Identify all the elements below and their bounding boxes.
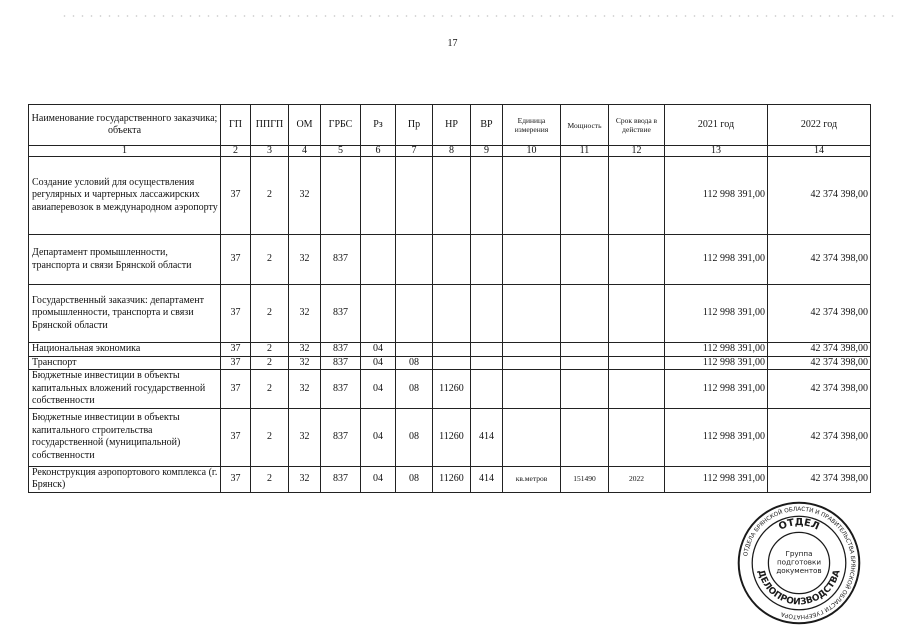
cell-gp: 37 <box>221 408 251 466</box>
cell-ppgp: 2 <box>251 356 289 370</box>
cell-pr <box>396 235 433 285</box>
cell-nr <box>433 157 471 235</box>
cell-pr <box>396 285 433 343</box>
cell-pr: 08 <box>396 466 433 492</box>
header-om: ОМ <box>289 105 321 146</box>
cell-vr: 414 <box>471 408 503 466</box>
cell-om: 32 <box>289 408 321 466</box>
page-number: 17 <box>447 38 458 49</box>
column-number: 3 <box>251 146 289 157</box>
header-term: Срок ввода в действие <box>609 105 665 146</box>
cell-grbs: 837 <box>321 235 361 285</box>
cell-term <box>609 235 665 285</box>
scan-artifact-dots <box>60 14 900 18</box>
table-row <box>29 356 871 370</box>
cell-y2022: 42 374 398,00 <box>768 370 871 409</box>
cell-nr: 11260 <box>433 370 471 409</box>
cell-unit <box>503 157 561 235</box>
cell-grbs: 837 <box>321 408 361 466</box>
cell-power <box>561 343 609 357</box>
stamp-outer-text: ОТДЕЛА БРЯНСКОЙ ОБЛАСТИ И ПРАВИТЕЛЬСТВА БРЯНСКОЙ ОБЛАСТИ ГУБЕРНАТОРА <box>743 506 856 620</box>
row-name-cell: Бюджетные инвестиции в объекты капитальных вложений государственной собственности <box>29 370 221 409</box>
cell-y2022: 42 374 398,00 <box>768 235 871 285</box>
cell-power <box>561 285 609 343</box>
cell-pr: 08 <box>396 370 433 409</box>
cell-ppgp: 2 <box>251 343 289 357</box>
cell-power <box>561 157 609 235</box>
cell-term <box>609 370 665 409</box>
cell-y2021: 112 998 391,00 <box>665 370 768 409</box>
column-number: 5 <box>321 146 361 157</box>
cell-y2022: 42 374 398,00 <box>768 466 871 492</box>
cell-vr <box>471 343 503 357</box>
cell-y2022: 42 374 398,00 <box>768 408 871 466</box>
cell-rz: 04 <box>361 466 396 492</box>
cell-y2022: 42 374 398,00 <box>768 157 871 235</box>
cell-term <box>609 408 665 466</box>
cell-y2022: 42 374 398,00 <box>768 285 871 343</box>
cell-grbs: 837 <box>321 356 361 370</box>
cell-vr <box>471 235 503 285</box>
cell-grbs: 837 <box>321 370 361 409</box>
cell-nr <box>433 235 471 285</box>
cell-nr: 11260 <box>433 466 471 492</box>
cell-grbs: 837 <box>321 343 361 357</box>
table-row <box>29 235 871 285</box>
cell-vr <box>471 356 503 370</box>
cell-om: 32 <box>289 157 321 235</box>
column-number: 10 <box>503 146 561 157</box>
header-unit: Единица измерения <box>503 105 561 146</box>
stamp-ring-top: ОТДЕЛ <box>777 517 821 533</box>
cell-power <box>561 370 609 409</box>
cell-term <box>609 157 665 235</box>
cell-nr <box>433 356 471 370</box>
cell-ppgp: 2 <box>251 466 289 492</box>
table-row <box>29 370 871 409</box>
cell-term <box>609 356 665 370</box>
cell-y2021: 112 998 391,00 <box>665 235 768 285</box>
cell-unit <box>503 343 561 357</box>
row-name-cell: Создание условий для осуществления регулярных и чартерных лассажирских авиаперевозок в международном аэропорту <box>29 157 221 235</box>
cell-ppgp: 2 <box>251 157 289 235</box>
cell-y2021: 112 998 391,00 <box>665 356 768 370</box>
cell-pr <box>396 343 433 357</box>
cell-y2021: 112 998 391,00 <box>665 285 768 343</box>
cell-om: 32 <box>289 343 321 357</box>
cell-power <box>561 408 609 466</box>
cell-nr <box>433 285 471 343</box>
cell-rz: 04 <box>361 343 396 357</box>
cell-vr: 414 <box>471 466 503 492</box>
cell-grbs: 837 <box>321 285 361 343</box>
cell-y2021: 112 998 391,00 <box>665 408 768 466</box>
cell-grbs <box>321 157 361 235</box>
table-row <box>29 285 871 343</box>
cell-om: 32 <box>289 370 321 409</box>
column-number: 1 <box>29 146 221 157</box>
cell-gp: 37 <box>221 235 251 285</box>
header-gp: ГП <box>221 105 251 146</box>
row-name-cell: Реконструкция аэропортового комплекса (г. Брянск) <box>29 466 221 492</box>
header-ppgp: ППГП <box>251 105 289 146</box>
cell-pr <box>396 157 433 235</box>
cell-gp: 37 <box>221 356 251 370</box>
table-body <box>29 157 871 493</box>
column-number: 13 <box>665 146 768 157</box>
column-number: 12 <box>609 146 665 157</box>
row-name-cell: Государственный заказчик: департамент промышленности, транспорта и связи Брянской области <box>29 285 221 343</box>
cell-unit <box>503 408 561 466</box>
cell-ppgp: 2 <box>251 285 289 343</box>
column-number: 2 <box>221 146 251 157</box>
column-number: 4 <box>289 146 321 157</box>
cell-rz <box>361 235 396 285</box>
table-row <box>29 157 871 235</box>
cell-y2021: 112 998 391,00 <box>665 466 768 492</box>
column-number: 6 <box>361 146 396 157</box>
table-row <box>29 466 871 492</box>
cell-rz: 04 <box>361 370 396 409</box>
cell-rz <box>361 285 396 343</box>
cell-unit <box>503 285 561 343</box>
header-2021: 2021 год <box>665 105 768 146</box>
cell-term: 2022 <box>609 466 665 492</box>
cell-pr: 08 <box>396 408 433 466</box>
cell-unit: кв.метров <box>503 466 561 492</box>
office-stamp <box>736 500 862 626</box>
column-number: 7 <box>396 146 433 157</box>
cell-ppgp: 2 <box>251 235 289 285</box>
column-number: 8 <box>433 146 471 157</box>
cell-power <box>561 235 609 285</box>
cell-term <box>609 343 665 357</box>
cell-ppgp: 2 <box>251 370 289 409</box>
header-nr: НР <box>433 105 471 146</box>
cell-y2022: 42 374 398,00 <box>768 343 871 357</box>
cell-vr <box>471 370 503 409</box>
cell-pr: 08 <box>396 356 433 370</box>
stamp-ring-bottom: ДЕЛОПРОИЗВОДСТВА <box>755 568 843 608</box>
row-name-cell: Бюджетные инвестиции в объекты капитального строительства государственной (муниципальной) собственности <box>29 408 221 466</box>
cell-unit <box>503 235 561 285</box>
cell-vr <box>471 285 503 343</box>
cell-gp: 37 <box>221 343 251 357</box>
budget-table <box>28 104 871 493</box>
row-name-cell: Национальная экономика <box>29 343 221 357</box>
cell-gp: 37 <box>221 157 251 235</box>
cell-grbs: 837 <box>321 466 361 492</box>
cell-om: 32 <box>289 285 321 343</box>
cell-om: 32 <box>289 235 321 285</box>
cell-y2021: 112 998 391,00 <box>665 157 768 235</box>
cell-om: 32 <box>289 356 321 370</box>
cell-unit <box>503 370 561 409</box>
column-number-row <box>29 146 871 157</box>
row-name-cell: Департамент промышленности, транспорта и связи Брянской области <box>29 235 221 285</box>
header-2022: 2022 год <box>768 105 871 146</box>
cell-om: 32 <box>289 466 321 492</box>
header-grbs: ГРБС <box>321 105 361 146</box>
column-number: 14 <box>768 146 871 157</box>
cell-ppgp: 2 <box>251 408 289 466</box>
header-rz: Рз <box>361 105 396 146</box>
cell-rz: 04 <box>361 356 396 370</box>
cell-nr: 11260 <box>433 408 471 466</box>
cell-term <box>609 285 665 343</box>
table-row <box>29 408 871 466</box>
cell-power <box>561 356 609 370</box>
header-row <box>29 105 871 146</box>
header-power: Мощность <box>561 105 609 146</box>
cell-rz: 04 <box>361 408 396 466</box>
cell-y2021: 112 998 391,00 <box>665 343 768 357</box>
header-name: Наименование государственного заказчика; объекта <box>29 105 221 146</box>
table-row <box>29 343 871 357</box>
cell-rz <box>361 157 396 235</box>
cell-unit <box>503 356 561 370</box>
stamp-center-text: Группа подготовки документов <box>776 548 822 575</box>
cell-y2022: 42 374 398,00 <box>768 356 871 370</box>
row-name-cell: Транспорт <box>29 356 221 370</box>
cell-gp: 37 <box>221 285 251 343</box>
cell-gp: 37 <box>221 370 251 409</box>
cell-gp: 37 <box>221 466 251 492</box>
column-number: 9 <box>471 146 503 157</box>
cell-nr <box>433 343 471 357</box>
header-vr: ВР <box>471 105 503 146</box>
cell-vr <box>471 157 503 235</box>
header-pr: Пр <box>396 105 433 146</box>
cell-power: 151490 <box>561 466 609 492</box>
column-number: 11 <box>561 146 609 157</box>
